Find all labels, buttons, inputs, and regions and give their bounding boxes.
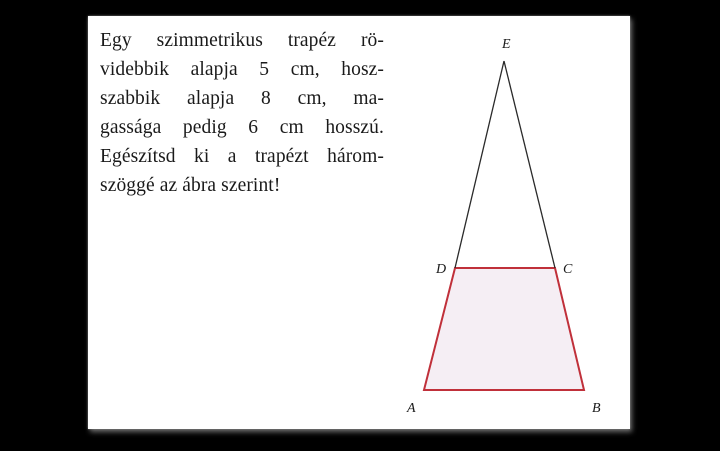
- problem-line-4: gassága pedig 6 cm hosszú.: [100, 117, 384, 138]
- problem-card: [88, 16, 630, 429]
- vertex-label-c: C: [563, 262, 573, 277]
- problem-line-1: Egy szimmetrikus trapéz rö-: [100, 30, 384, 51]
- trapezoid-figure: [88, 16, 630, 429]
- problem-line-6: szöggé az ábra szerint!: [100, 175, 281, 196]
- trapezoid-abcd: [424, 268, 584, 390]
- vertex-label-b: B: [592, 401, 601, 416]
- problem-line-3: szabbik alapja 8 cm, ma-: [100, 88, 384, 109]
- problem-line-5: Egészítsd ki a trapézt három-: [100, 146, 384, 167]
- vertex-label-d: D: [436, 262, 447, 277]
- segment-ce: [504, 61, 555, 268]
- segment-de: [455, 61, 504, 268]
- vertex-label-e: E: [502, 37, 511, 52]
- problem-line-2: videbbik alapja 5 cm, hosz-: [100, 59, 384, 80]
- vertex-label-a: A: [407, 401, 416, 416]
